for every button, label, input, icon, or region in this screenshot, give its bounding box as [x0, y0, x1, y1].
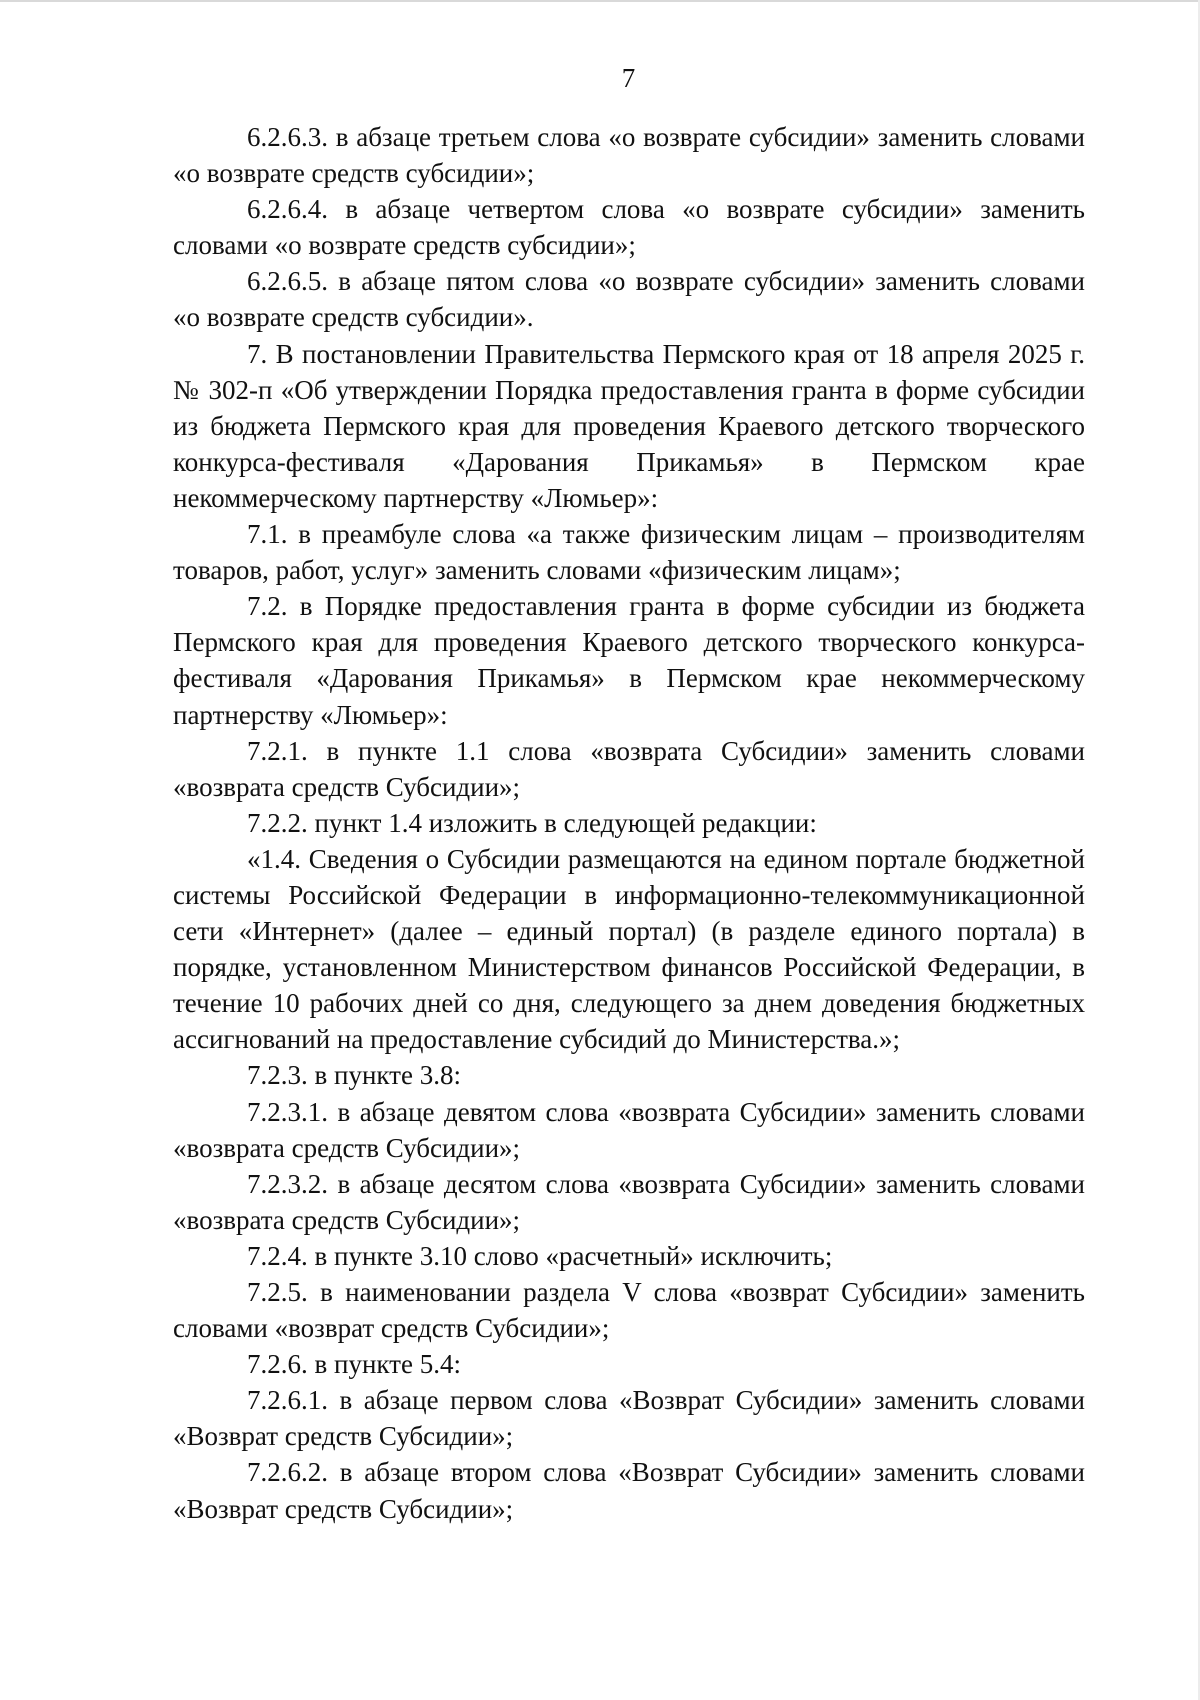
- paragraph-7-2-3-2: 7.2.3.2. в абзаце десятом слова «возврата Субсидии» заменить словами «возврата средств Субсидии»;: [173, 1168, 1085, 1235]
- document-body: [173, 119, 1085, 1527]
- paragraph-6-2-6-4: 6.2.6.4. в абзаце четвертом слова «о возврате субсидии» заменить словами «о возврате средств субсидии»;: [173, 194, 1085, 261]
- paragraph-7-2-5: 7.2.5. в наименовании раздела V слова «возврат Субсидии» заменить словами «возврат средств Субсидии»;: [173, 1277, 1085, 1344]
- paragraph-6-2-6-3: 6.2.6.3. в абзаце третьем слова «о возврате субсидии» заменить словами «о возврате средств субсидии»;: [173, 122, 1085, 189]
- paragraph-1-4-quote: «1.4. Сведения о Субсидии размещаются на едином портале бюджетной системы Российской Федерации в информационно-телекоммуникационной сети «Интернет» (далее – единый портал) (в разделе единого портала) в порядке, установленном Министерством финансов Российской Федерации, в течение 10 рабочих дней со дня, следующего за днем доведения бюджетных ассигнований на предоставление субсидий до Министерства.»;: [173, 843, 1085, 1055]
- paragraph-7-2-6-2: 7.2.6.2. в абзаце втором слова «Возврат Субсидии» заменить словами «Возврат средств Субсидии»;: [173, 1457, 1085, 1524]
- page-number: 7: [621, 63, 636, 93]
- paragraph-6-2-6-5: 6.2.6.5. в абзаце пятом слова «о возврате субсидии» заменить словами «о возврате средств субсидии».: [173, 266, 1085, 333]
- paragraph-7-2-1: 7.2.1. в пункте 1.1 слова «возврата Субсидии» заменить словами «возврата средств Субсидии»;: [173, 735, 1085, 802]
- paragraph-7-2-3-1: 7.2.3.1. в абзаце девятом слова «возврата Субсидии» заменить словами «возврата средств Субсидии»;: [173, 1096, 1085, 1163]
- paragraph-7-2: 7.2. в Порядке предоставления гранта в форме субсидии из бюджета Пермского края для проведения Краевого детского творческого конкурса-фестиваля «Дарования Прикамья» в Пермском крае некоммерческому партнерству «Люмьер»:: [173, 591, 1085, 730]
- paragraph-7: 7. В постановлении Правительства Пермского края от 18 апреля 2025 г. № 302-п «Об утверждении Порядка предоставления гранта в форме субсидии из бюджета Пермского края для проведения Краевого детского творческого конкурса-фестиваля «Дарования Прикамья» в Пермском крае некоммерческому партнерству «Люмьер»:: [173, 338, 1085, 513]
- paragraph-7-2-3: 7.2.3. в пункте 3.8:: [247, 1060, 461, 1091]
- paragraph-7-2-2: 7.2.2. пункт 1.4 изложить в следующей редакции:: [247, 807, 817, 838]
- paragraph-7-2-4: 7.2.4. в пункте 3.10 слово «расчетный» исключить;: [247, 1240, 833, 1271]
- paragraph-7-2-6: 7.2.6. в пункте 5.4:: [247, 1349, 461, 1380]
- scan-edge-top: [0, 0, 1200, 2]
- paragraph-7-2-6-1: 7.2.6.1. в абзаце первом слова «Возврат Субсидии» заменить словами «Возврат средств Субсидии»;: [173, 1385, 1085, 1452]
- paragraph-7-1: 7.1. в преамбуле слова «а также физическим лицам – производителям товаров, работ, услуг» заменить словами «физическим лицам»;: [173, 519, 1085, 586]
